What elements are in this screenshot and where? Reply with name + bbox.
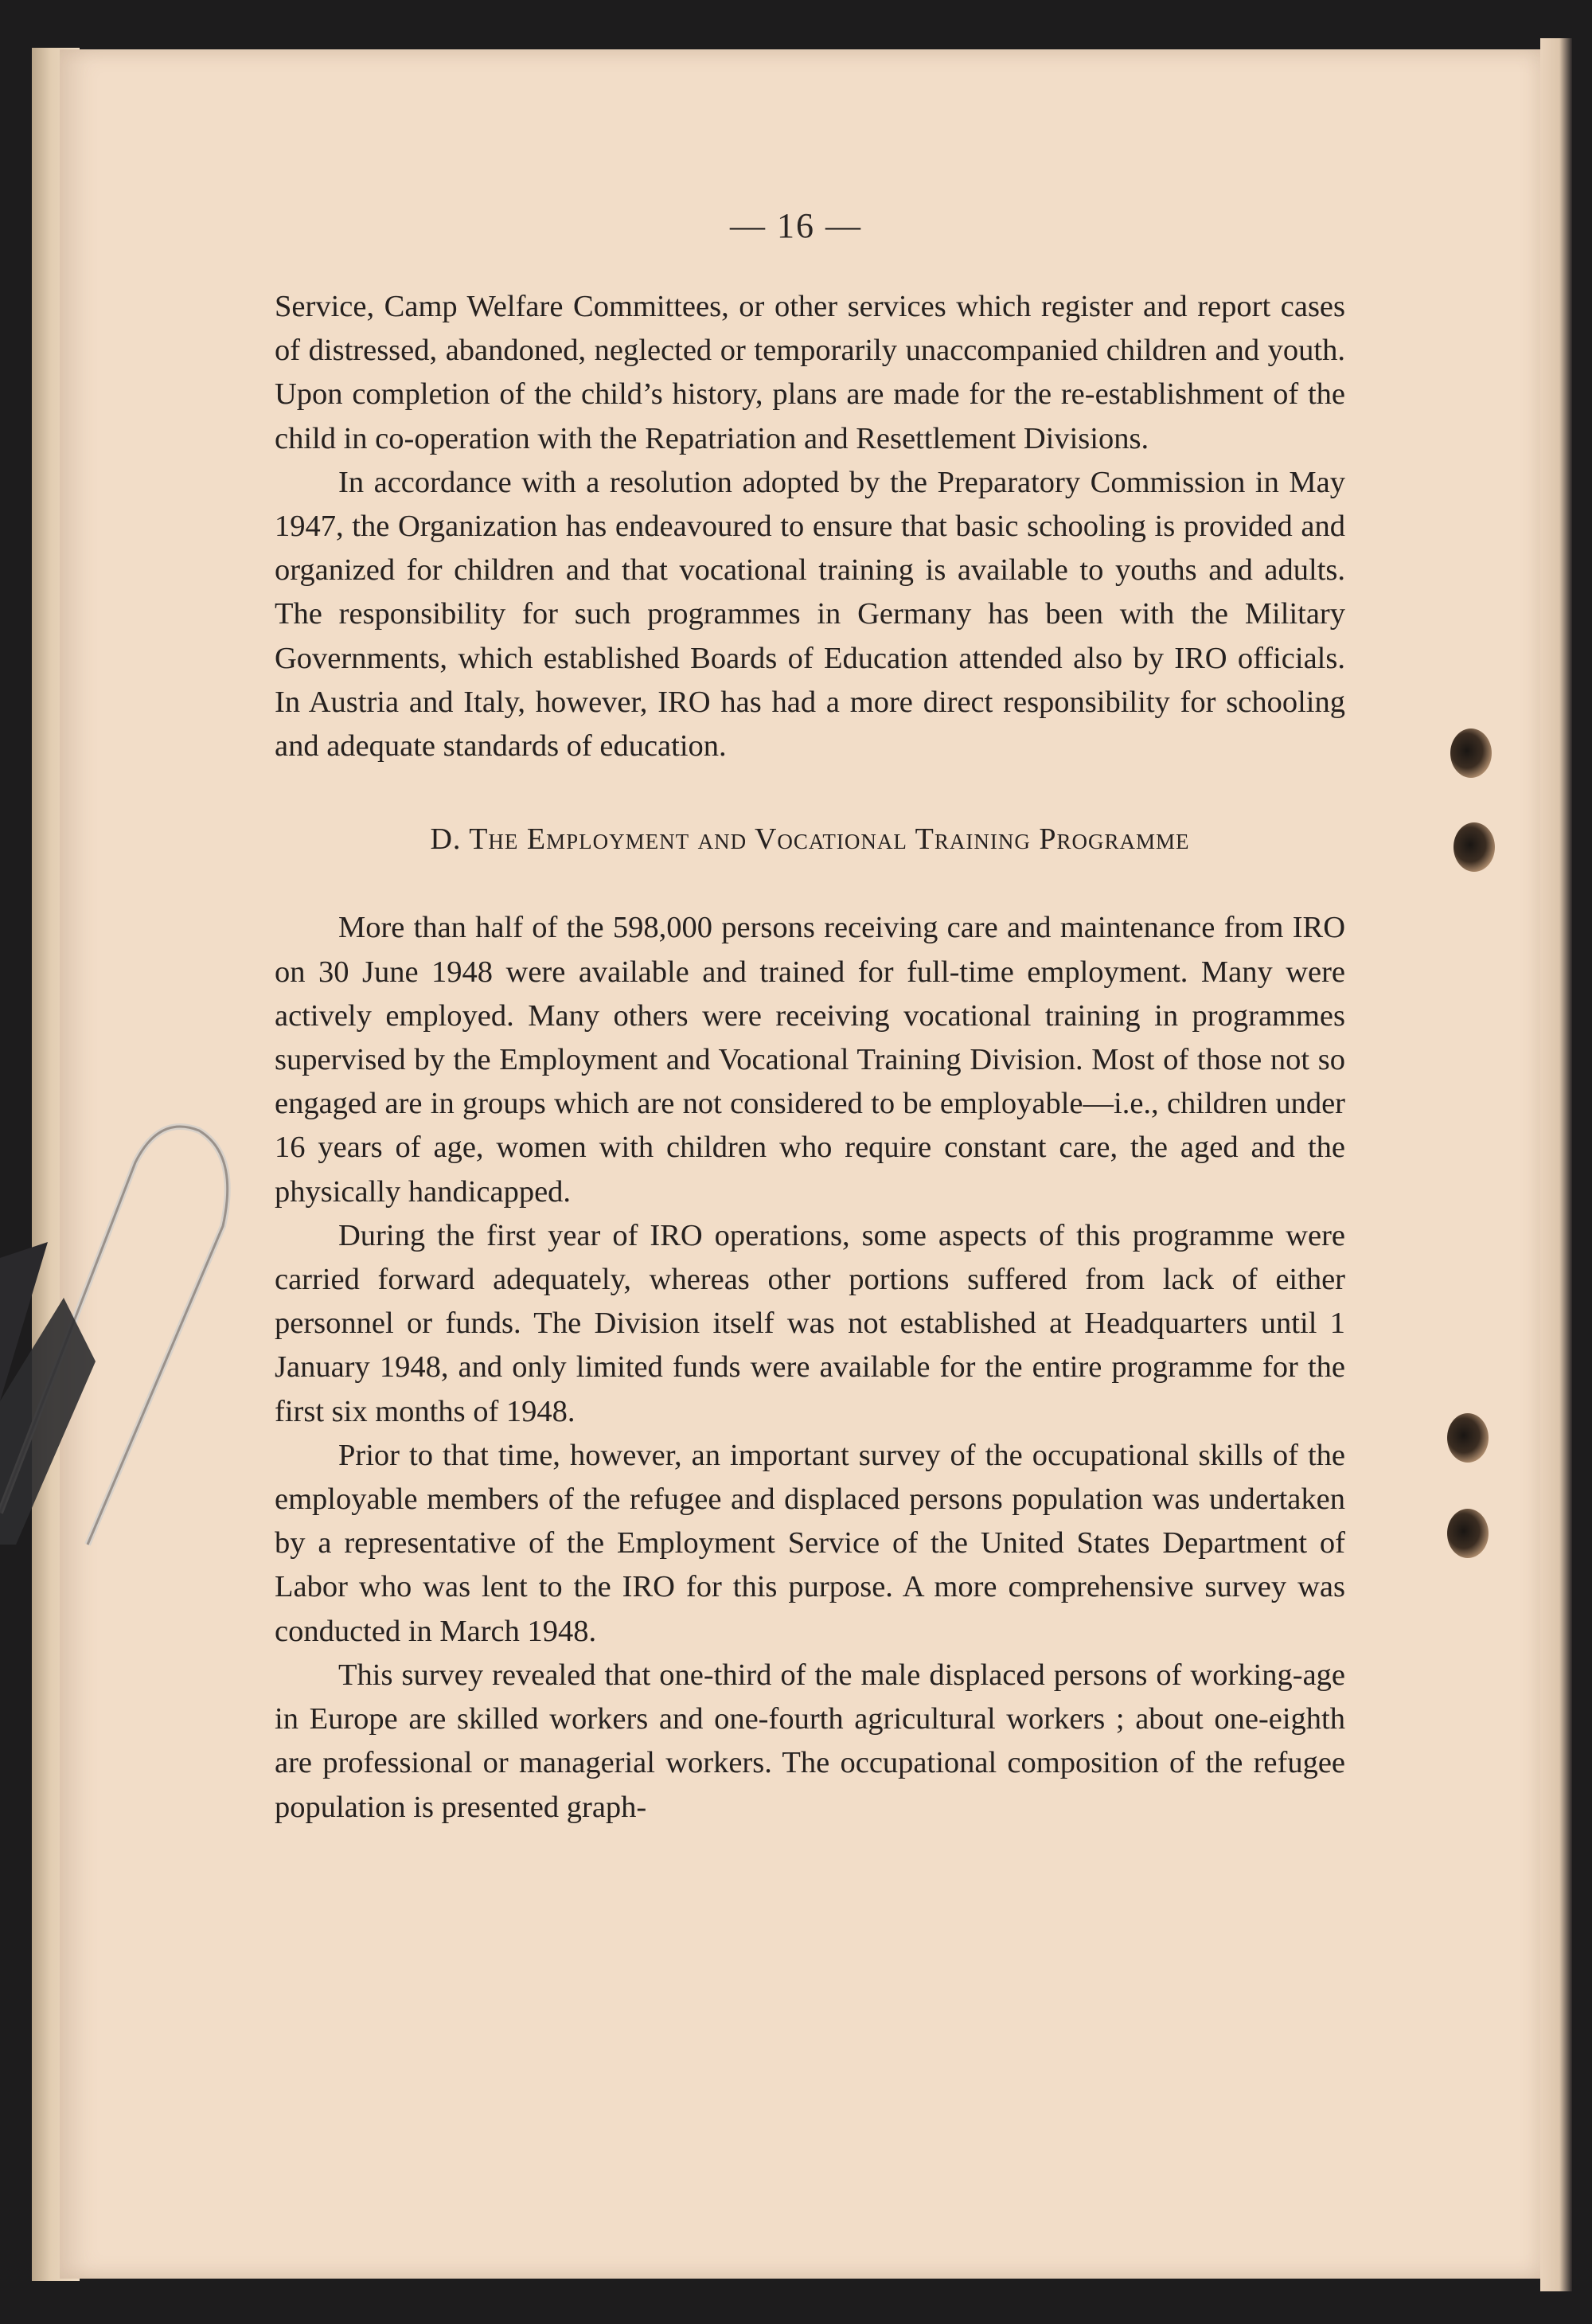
paragraph: In accordance with a resolution adopted by the Preparatory Commission in May 1947, the Organization has endeavoured to ensure that basic schooling is provided and organized for children and that vocational training is available to youths and adults. The responsibility for such programmes in Germany has been with the Military Governments, which established Boards of Education attended also by IRO officials. In Austria and Italy, however, IRO has had a more direct responsibility for schooling and adequate standards of education. bbox=[275, 465, 1345, 764]
section-heading: D. The Employment and Vocational Training Programme bbox=[430, 822, 1190, 857]
paper-clip-icon bbox=[0, 1099, 239, 1545]
paragraph: Prior to that time, however, an important survey of the occupational skills of the employable members of the refugee and displaced persons population was undertaken by a representative of the Employment Service of the United States Department of Labor who was lent to the IRO for this purpose. A more comprehensive survey was conducted in March 1948. bbox=[275, 1438, 1345, 1648]
punch-hole bbox=[1453, 822, 1495, 872]
paragraph: Service, Camp Welfare Committees, or other services which register and report cases of distressed, abandoned, neglected or temporarily unaccompanied children and youth. Upon completion of the child’s history, plans are made for the re-establishment of the child in co-operation with the Repatriation and Resettlement Divisions. bbox=[275, 290, 1345, 455]
facing-page-edge bbox=[1540, 38, 1572, 2291]
punch-hole bbox=[1447, 1413, 1489, 1463]
punch-hole bbox=[1447, 1509, 1489, 1558]
paragraph: More than half of the 598,000 persons receiving care and maintenance from IRO on 30 June 1948 were available and trained for full-time employment. Many were actively employed. Many others were receiving vocational training in programmes supervised by the Employment and Vocational Training Division. Most of those not so engaged are in groups which are not considered to be employable—i.e., children under 16 years of age, women with children who require constant care, the aged and the physically handicapped. bbox=[275, 911, 1345, 1209]
paragraph: This survey revealed that one-third of the male displaced persons of working-age in Europe are skilled workers and one-fourth agricultural workers ; about one-eighth are professional or managerial workers. The occupational composition of the refugee population is presented graph- bbox=[275, 1658, 1345, 1824]
page-number: — 16 — bbox=[730, 206, 862, 245]
punch-hole bbox=[1450, 728, 1492, 778]
body-text bbox=[275, 285, 1345, 1830]
paragraph: During the first year of IRO operations, some aspects of this programme were carried forward adequately, whereas other portions suffered from lack of either personnel or funds. The Division itself was not established at Headquarters until 1 January 1948, and only limited funds were available for the entire programme for the first six months of 1948. bbox=[275, 1218, 1345, 1428]
